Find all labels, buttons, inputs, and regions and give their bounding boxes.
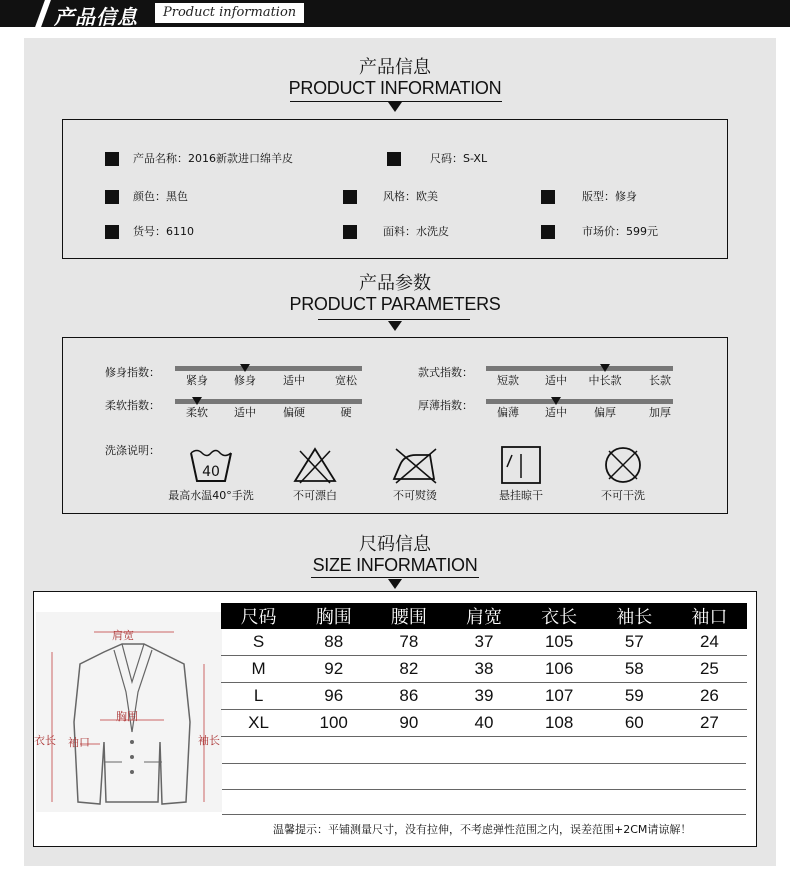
param-option: 中长款 bbox=[588, 374, 622, 387]
param-selected-marker bbox=[192, 397, 202, 405]
care-item bbox=[583, 445, 663, 503]
info-box bbox=[62, 119, 728, 259]
info-item-fit: 版型：修身 bbox=[582, 190, 637, 203]
size-cell: 78 bbox=[371, 629, 446, 656]
size-cell: 105 bbox=[522, 629, 597, 656]
param-option: 长款 bbox=[649, 374, 671, 387]
param-bar bbox=[486, 366, 673, 371]
diagram-label-cuff: 袖口 bbox=[68, 736, 90, 749]
header-banner bbox=[0, 0, 790, 27]
size-cell: 26 bbox=[672, 683, 747, 710]
diagram-label-shoulder: 肩宽 bbox=[112, 629, 134, 642]
size-table-body bbox=[221, 629, 747, 737]
care-item bbox=[481, 445, 561, 503]
info-item-price: 市场价：599元 bbox=[582, 225, 658, 238]
info-item-color: 颜色：黑色 bbox=[133, 190, 188, 203]
table-blank-line bbox=[222, 763, 746, 764]
size-cell: 108 bbox=[522, 710, 597, 737]
size-title-cn: 尺码信息 bbox=[359, 534, 431, 555]
care-item bbox=[161, 445, 261, 503]
banner-title-cn: 产品信息 bbox=[54, 5, 138, 29]
size-cell: 106 bbox=[522, 656, 597, 683]
size-box bbox=[33, 591, 757, 847]
info-section-heading bbox=[0, 58, 790, 98]
diagram-label-sleeve: 袖长 bbox=[198, 734, 220, 747]
params-box bbox=[62, 337, 728, 514]
table-row bbox=[221, 683, 747, 710]
size-cell: 90 bbox=[371, 710, 446, 737]
size-cell: 86 bbox=[371, 683, 446, 710]
size-cell: 100 bbox=[296, 710, 371, 737]
param-option: 修身 bbox=[234, 374, 256, 387]
table-blank-line bbox=[222, 789, 746, 790]
size-header-cell: 衣长 bbox=[522, 603, 597, 629]
param-option: 适中 bbox=[545, 406, 567, 419]
size-header-cell: 胸围 bbox=[296, 603, 371, 629]
no-bleach-icon bbox=[292, 445, 338, 485]
size-cell: 96 bbox=[296, 683, 371, 710]
param-label: 厚薄指数： bbox=[418, 399, 473, 412]
care-caption: 悬挂晾干 bbox=[499, 489, 543, 502]
param-bar bbox=[175, 366, 362, 371]
info-title-cn: 产品信息 bbox=[359, 57, 431, 78]
param-option: 偏薄 bbox=[497, 406, 519, 419]
size-cell: 88 bbox=[296, 629, 371, 656]
size-table-header bbox=[221, 603, 747, 629]
param-label: 柔软指数： bbox=[105, 399, 160, 412]
care-caption: 不可熨烫 bbox=[393, 489, 437, 502]
table-row bbox=[221, 629, 747, 656]
size-cell: L bbox=[221, 683, 296, 710]
size-title-en: SIZE INFORMATION bbox=[312, 555, 478, 575]
param-option: 偏厚 bbox=[594, 406, 616, 419]
info-bullet bbox=[105, 190, 119, 204]
info-bullet bbox=[105, 152, 119, 166]
size-header-cell: 尺码 bbox=[221, 603, 296, 629]
param-option: 短款 bbox=[497, 374, 519, 387]
info-heading-arrow bbox=[388, 102, 402, 112]
care-item bbox=[375, 445, 455, 503]
param-selected-marker bbox=[600, 364, 610, 372]
param-selected-marker bbox=[240, 364, 250, 372]
params-heading-arrow bbox=[388, 321, 402, 331]
size-cell: 39 bbox=[446, 683, 521, 710]
size-cell: 60 bbox=[597, 710, 672, 737]
table-blank-line bbox=[222, 814, 746, 815]
size-heading-arrow bbox=[388, 579, 402, 589]
size-cell: 57 bbox=[597, 629, 672, 656]
size-cell: S bbox=[221, 629, 296, 656]
table-row bbox=[221, 656, 747, 683]
param-option: 偏硬 bbox=[283, 406, 305, 419]
info-bullet bbox=[541, 225, 555, 239]
size-cell: 27 bbox=[672, 710, 747, 737]
params-heading-rule bbox=[318, 319, 470, 320]
size-header-cell: 腰围 bbox=[371, 603, 446, 629]
size-cell: 40 bbox=[446, 710, 521, 737]
size-header-cell: 肩宽 bbox=[446, 603, 521, 629]
size-cell: XL bbox=[221, 710, 296, 737]
params-section-heading bbox=[0, 274, 790, 314]
hang-dry-icon bbox=[498, 445, 544, 485]
param-option: 适中 bbox=[545, 374, 567, 387]
size-cell: 37 bbox=[446, 629, 521, 656]
param-option: 适中 bbox=[283, 374, 305, 387]
info-bullet bbox=[541, 190, 555, 204]
param-selected-marker bbox=[551, 397, 561, 405]
size-cell: 25 bbox=[672, 656, 747, 683]
size-table bbox=[221, 603, 747, 737]
info-bullet bbox=[387, 152, 401, 166]
param-option: 柔软 bbox=[186, 406, 208, 419]
param-label: 款式指数： bbox=[418, 366, 473, 379]
size-note: 温馨提示：平铺测量尺寸，没有拉伸，不考虑弹性范围之内，误差范围+2CM请谅解！ bbox=[273, 823, 692, 836]
info-bullet bbox=[343, 190, 357, 204]
size-cell: 59 bbox=[597, 683, 672, 710]
diagram-label-chest: 胸围 bbox=[116, 710, 138, 723]
param-option: 适中 bbox=[234, 406, 256, 419]
params-title-en: PRODUCT PARAMETERS bbox=[289, 294, 501, 314]
info-item-size: 尺码：S-XL bbox=[430, 152, 488, 165]
size-cell: M bbox=[221, 656, 296, 683]
size-header-cell: 袖口 bbox=[672, 603, 747, 629]
banner-title-en: Product information bbox=[155, 3, 304, 23]
info-item-style: 风格：欧美 bbox=[383, 190, 438, 203]
info-title-en: PRODUCT INFORMATION bbox=[288, 78, 502, 98]
size-cell: 24 bbox=[672, 629, 747, 656]
diagram-label-length: 衣长 bbox=[34, 734, 56, 747]
wash-40-icon bbox=[188, 445, 234, 485]
size-cell: 58 bbox=[597, 656, 672, 683]
table-row bbox=[221, 710, 747, 737]
param-option: 硬 bbox=[340, 406, 352, 419]
size-cell: 92 bbox=[296, 656, 371, 683]
wash-temp-text: 40 bbox=[202, 464, 220, 480]
care-caption: 不可漂白 bbox=[293, 489, 337, 502]
param-label: 修身指数： bbox=[105, 366, 160, 379]
no-iron-icon bbox=[390, 445, 440, 485]
care-caption: 最高水温40°手洗 bbox=[168, 489, 254, 502]
param-option: 宽松 bbox=[335, 374, 357, 387]
info-bullet bbox=[343, 225, 357, 239]
info-bullet bbox=[105, 225, 119, 239]
size-heading-rule bbox=[311, 577, 479, 578]
size-header-cell: 袖长 bbox=[597, 603, 672, 629]
care-label: 洗涤说明： bbox=[105, 444, 160, 457]
banner-slash bbox=[35, 0, 51, 27]
info-item-name: 产品名称：2016新款进口绵羊皮 bbox=[133, 152, 293, 165]
params-title-cn: 产品参数 bbox=[359, 273, 431, 294]
size-cell: 82 bbox=[371, 656, 446, 683]
info-item-sku: 货号：6110 bbox=[133, 225, 194, 238]
param-option: 紧身 bbox=[186, 374, 208, 387]
size-cell: 107 bbox=[522, 683, 597, 710]
care-caption: 不可干洗 bbox=[601, 489, 645, 502]
no-dryclean-icon bbox=[600, 445, 646, 485]
param-option: 加厚 bbox=[649, 406, 671, 419]
info-item-fabric: 面料：水洗皮 bbox=[383, 225, 449, 238]
care-item bbox=[275, 445, 355, 503]
size-section-heading bbox=[0, 535, 790, 575]
size-cell: 38 bbox=[446, 656, 521, 683]
